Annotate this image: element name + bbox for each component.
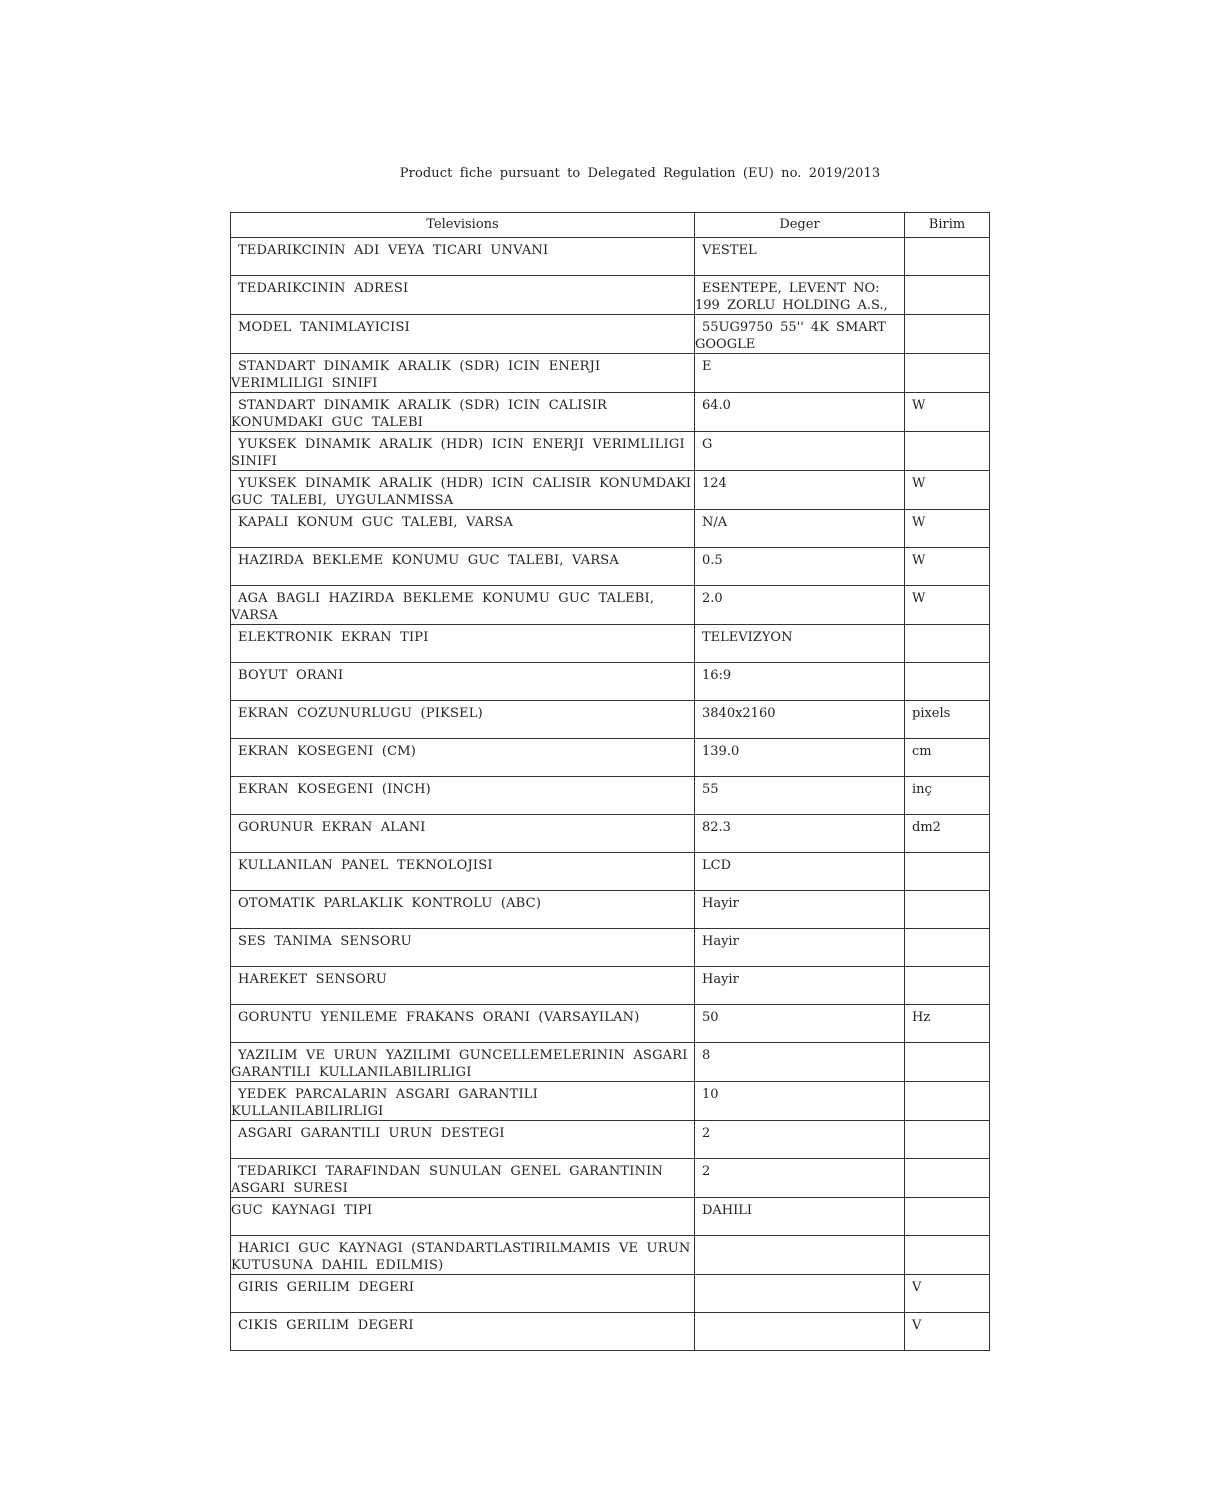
row-unit [905,1121,989,1125]
row-unit [905,1198,989,1202]
row-unit: W [912,515,926,530]
row-unit [905,315,989,319]
table-row [231,1005,990,1043]
row-value-cell [695,739,905,777]
row-unit-cell [905,276,990,315]
row-unit-cell [905,891,990,929]
row-value-cell [695,393,905,432]
row-value: Hayir [702,972,739,987]
table-row [231,238,990,276]
row-value-cell [695,1121,905,1159]
row-label: EKRAN COZUNURLUGU (PIKSEL) [238,706,483,721]
row-value: N/A [702,515,728,530]
row-value: Hayir [702,934,739,949]
row-label: EKRAN KOSEGENI (INCH) [238,782,431,797]
table-row [231,586,990,625]
row-unit [905,929,989,933]
row-value-cell [695,1198,905,1236]
row-label-cell [231,853,695,891]
row-unit-cell [905,1198,990,1236]
row-value-cell [695,548,905,586]
row-value: 0.5 [702,553,723,568]
row-value: 55 [702,782,719,797]
row-value: E [702,359,712,374]
row-unit-cell [905,586,990,625]
row-label-cell [231,586,695,625]
row-label-cell [231,1043,695,1082]
row-label: MODEL TANIMLAYICISI [238,320,410,335]
row-unit: V [912,1280,922,1295]
row-label-cell [231,777,695,815]
row-unit: W [912,398,926,413]
row-unit-cell [905,1275,990,1313]
header-televisions: Televisions [231,213,695,238]
row-value: 82.3 [702,820,731,835]
row-value-cell [695,815,905,853]
row-value-cell [695,586,905,625]
row-label: TEDARIKCININ ADRESI [238,281,409,296]
row-unit: V [912,1318,922,1333]
row-label-cell [231,354,695,393]
document-title: Product fiche pursuant to Delegated Regulation (EU) no. 2019/2013 [399,166,881,181]
row-value: 10 [702,1087,719,1102]
table-row [231,777,990,815]
row-label-cell [231,393,695,432]
row-value-cell [695,1082,905,1121]
row-value: 139.0 [702,744,740,759]
table-row [231,853,990,891]
row-value: 64.0 [702,398,731,413]
row-label-cell [231,510,695,548]
row-label: AGA BAGLI HAZIRDA BEKLEME KONUMU GUC TALEBI, VARSA [231,591,655,623]
table-row [231,1275,990,1313]
row-value-cell [695,701,905,739]
table-row [231,432,990,471]
row-value: LCD [702,858,732,873]
row-value: G [702,437,713,452]
row-unit [905,276,989,280]
row-value: 2.0 [702,591,723,606]
row-value-cell [695,276,905,315]
row-unit-cell [905,548,990,586]
row-value: ESENTEPE, LEVENT NO: 199 ZORLU HOLDING A.S., [695,281,888,313]
row-unit-cell [905,1043,990,1082]
row-label-cell [231,1159,695,1198]
table-row [231,891,990,929]
row-unit-cell [905,432,990,471]
row-label: YUKSEK DINAMIK ARALIK (HDR) ICIN ENERJI VERIMLILIGI SINIFI [231,437,685,469]
row-label-cell [231,1198,695,1236]
row-label: GORUNTU YENILEME FRAKANS ORANI (VARSAYILAN) [238,1010,640,1025]
row-value: 8 [702,1048,711,1063]
table-row [231,967,990,1005]
row-value: TELEVIZYON [702,630,793,645]
table-row [231,510,990,548]
row-label: TEDARIKCI TARAFINDAN SUNULAN GENEL GARANTININ ASGARI SURESI [231,1164,664,1196]
table-row [231,739,990,777]
row-label-cell [231,1082,695,1121]
row-value: VESTEL [702,243,757,258]
row-label: ELEKTRONIK EKRAN TIPI [238,630,429,645]
row-unit [905,625,989,629]
row-unit-cell [905,815,990,853]
row-label: GIRIS GERILIM DEGERI [238,1280,415,1295]
row-value: 2 [702,1126,711,1141]
row-value-cell [695,1159,905,1198]
row-label-cell [231,548,695,586]
row-value-cell [695,853,905,891]
row-label: STANDART DINAMIK ARALIK (SDR) ICIN ENERJI VERIMLILIGI SINIFI [231,359,601,391]
row-value [695,1275,904,1279]
row-unit-cell [905,1236,990,1275]
row-label-cell [231,1275,695,1313]
row-value: DAHILI [702,1203,753,1218]
row-value: 55UG9750 55'' 4K SMART GOOGLE [695,320,886,352]
row-unit: Hz [912,1010,931,1025]
row-unit-cell [905,739,990,777]
row-unit-cell [905,967,990,1005]
row-label: YAZILIM VE URUN YAZILIMI GUNCELLEMELERININ ASGARI GARANTILI KULLANILABILIRLIGI [231,1048,688,1080]
row-unit-cell [905,625,990,663]
row-unit-cell [905,1313,990,1351]
table-row [231,929,990,967]
table-row [231,1082,990,1121]
row-label: BOYUT ORANI [238,668,344,683]
row-label-cell [231,471,695,510]
table-row [231,1313,990,1351]
row-unit [905,853,989,857]
row-label-cell [231,929,695,967]
product-fiche-table [230,212,990,1351]
table-row [231,315,990,354]
row-label: ASGARI GARANTILI URUN DESTEGI [238,1126,505,1141]
row-unit-cell [905,393,990,432]
table-row [231,663,990,701]
row-value-cell [695,625,905,663]
row-unit-cell [905,663,990,701]
row-unit-cell [905,1121,990,1159]
row-label: HAZIRDA BEKLEME KONUMU GUC TALEBI, VARSA [238,553,620,568]
row-label-cell [231,815,695,853]
row-unit: inç [912,782,932,797]
row-label: YUKSEK DINAMIK ARALIK (HDR) ICIN CALISIR KONUMDAKI GUC TALEBI, UYGULANMISSA [231,476,692,508]
row-unit: pixels [912,706,951,721]
table-row [231,1159,990,1198]
row-unit-cell [905,510,990,548]
row-unit: cm [912,744,932,759]
row-unit [905,1082,989,1086]
row-unit: W [912,591,926,606]
row-value: 3840x2160 [702,706,776,721]
table-row [231,471,990,510]
row-label: TEDARIKCININ ADI VEYA TICARI UNVANI [238,243,549,258]
table-row [231,701,990,739]
row-label-cell [231,1313,695,1351]
row-label: YEDEK PARCALARIN ASGARI GARANTILI KULLANILABILIRLIGI [231,1087,538,1119]
row-unit [905,1043,989,1047]
row-unit-cell [905,354,990,393]
row-unit [905,663,989,667]
row-value-cell [695,777,905,815]
row-label-cell [231,315,695,354]
row-label-cell [231,625,695,663]
table-row [231,1121,990,1159]
row-unit [905,432,989,436]
row-unit [905,238,989,242]
row-unit [905,967,989,971]
row-unit [905,354,989,358]
row-unit: dm2 [912,820,941,835]
row-value-cell [695,1313,905,1351]
row-value: Hayir [702,896,739,911]
row-value-cell [695,1275,905,1313]
row-label-cell [231,739,695,777]
row-unit [905,1159,989,1163]
row-value [695,1236,904,1240]
row-value-cell [695,471,905,510]
row-value-cell [695,891,905,929]
row-value-cell [695,315,905,354]
row-label-cell [231,432,695,471]
row-value: 50 [702,1010,719,1025]
row-unit: W [912,476,926,491]
row-value: 16:9 [702,668,732,683]
table-row [231,815,990,853]
row-unit-cell [905,1005,990,1043]
row-unit-cell [905,1082,990,1121]
row-label-cell [231,967,695,1005]
row-value-cell [695,1043,905,1082]
row-value-cell [695,238,905,276]
row-label: EKRAN KOSEGENI (CM) [238,744,417,759]
row-value-cell [695,510,905,548]
row-value-cell [695,354,905,393]
header-deger: Deger [695,213,905,238]
table-row [231,625,990,663]
row-label: HARICI GUC KAYNAGI (STANDARTLASTIRILMAMIS VE URUN KUTUSUNA DAHIL EDILMIS) [231,1241,691,1273]
row-label: SES TANIMA SENSORU [238,934,412,949]
row-value: 124 [702,476,727,491]
row-unit [905,891,989,895]
table-row [231,393,990,432]
row-label: STANDART DINAMIK ARALIK (SDR) ICIN CALISIR KONUMDAKI GUC TALEBI [231,398,608,430]
row-value: 2 [702,1164,711,1179]
table-row [231,354,990,393]
row-unit-cell [905,701,990,739]
row-value-cell [695,432,905,471]
table-row [231,1236,990,1275]
row-unit-cell [905,1159,990,1198]
row-unit: W [912,553,926,568]
row-label: GORUNUR EKRAN ALANI [238,820,426,835]
row-label: KAPALI KONUM GUC TALEBI, VARSA [238,515,514,530]
row-value-cell [695,967,905,1005]
row-label-cell [231,663,695,701]
table-header-row [231,213,990,238]
row-unit-cell [905,929,990,967]
row-unit-cell [905,471,990,510]
header-birim: Birim [905,213,990,238]
row-unit [905,1236,989,1240]
row-label: OTOMATIK PARLAKLIK KONTROLU (ABC) [238,896,542,911]
table-row [231,1198,990,1236]
row-label-cell [231,1005,695,1043]
row-label-cell [231,701,695,739]
table-row [231,548,990,586]
row-unit-cell [905,238,990,276]
row-label-cell [231,891,695,929]
row-unit-cell [905,777,990,815]
row-label: KULLANILAN PANEL TEKNOLOJISI [238,858,493,873]
row-label-cell [231,1236,695,1275]
row-value-cell [695,663,905,701]
row-value-cell [695,1005,905,1043]
row-value-cell [695,1236,905,1275]
row-label-cell [231,238,695,276]
row-value [695,1313,904,1317]
row-label: HAREKET SENSORU [238,972,388,987]
row-label: CIKIS GERILIM DEGERI [238,1318,414,1333]
row-label-cell [231,1121,695,1159]
row-value-cell [695,929,905,967]
row-label: GUC KAYNAGI TIPI [231,1203,373,1218]
table-row [231,1043,990,1082]
row-unit-cell [905,853,990,891]
table-row [231,276,990,315]
row-label-cell [231,276,695,315]
row-unit-cell [905,315,990,354]
